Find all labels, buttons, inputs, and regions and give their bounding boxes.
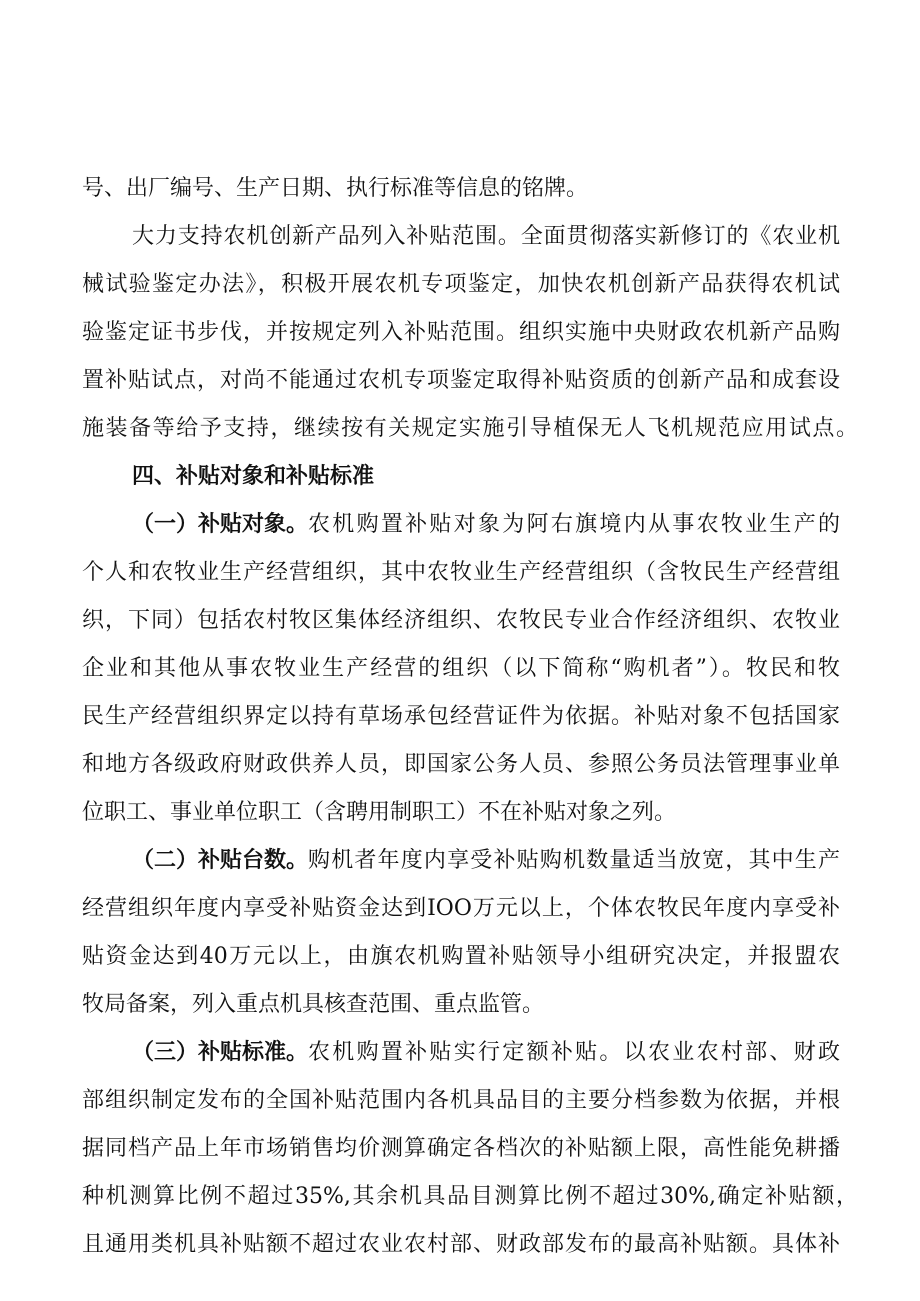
paragraph-line <box>82 889 840 929</box>
text-line: 牧局备案，列入重点机具核查范围、重点监管。 <box>82 992 545 1017</box>
paragraph-line <box>132 505 840 545</box>
paragraph-line <box>82 649 840 689</box>
paragraph-line <box>132 217 840 257</box>
paragraph-line <box>82 1081 840 1121</box>
paragraph-line <box>82 745 840 785</box>
text-line: 位职工、事业单位职工（含聘用制职工）不在补贴对象之列。 <box>82 800 677 825</box>
text-line: 和地方各级政府财政供养人员，即国家公务人员、参照公务员法管理事业单 <box>82 752 840 777</box>
text-line: 农机购置补贴对象为阿右旗境内从事农牧业生产的 <box>308 512 840 537</box>
text-line: 个人和农牧业生产经营组织，其中农牧业生产经营组织（含牧民生产经营组 <box>82 560 840 585</box>
text-line: 置补贴试点，对尚不能通过农机专项鉴定取得补贴资质的创新产品和成套设 <box>82 368 840 393</box>
paragraph-line <box>82 601 840 641</box>
text-line: 验鉴定证书步伐，并按规定列入补贴范围。组织实施中央财政农机新产品购 <box>82 320 840 345</box>
text-line: 织，下同）包括农村牧区集体经济组织、农牧民专业合作经济组织、农牧业 <box>82 608 840 633</box>
text-line: 部组织制定发布的全国补贴范围内各机具品目的主要分档参数为依据，并根 <box>82 1088 840 1113</box>
text-line: 施装备等给予支持，继续按有关规定实施引导植保无人飞机规范应用试点。 <box>82 416 858 441</box>
paragraph-line <box>82 697 840 737</box>
paragraph-line <box>82 985 642 1025</box>
paragraph-line <box>82 1177 858 1217</box>
paragraph-line <box>82 265 840 305</box>
paragraph-line <box>82 409 858 449</box>
text-line: 械试验鉴定办法》，积极开展农机专项鉴定，加快农机创新产品获得农机试 <box>82 272 840 297</box>
text-line: 农机购置补贴实行定额补贴。以农业农村部、财政 <box>308 1040 840 1065</box>
text-line: 号、出厂编号、生产日期、执行标准等信息的铭牌。 <box>82 176 589 201</box>
text-line: 种机测算比例不超过35%,其余机具品目测算比例不超过30%,确定补贴额， <box>82 1184 858 1209</box>
subsection-lead: （二）补贴台数。 <box>132 848 309 873</box>
paragraph-line <box>82 937 840 977</box>
paragraph-line <box>132 841 840 881</box>
section-heading <box>132 457 432 497</box>
paragraph-line <box>82 169 642 209</box>
text-line: 经营组织年度内享受补贴资金达到IOO万元以上，个体农牧民年度内享受补 <box>82 896 840 921</box>
subsection-lead: （三）补贴标准。 <box>132 1040 309 1065</box>
paragraph-line <box>82 553 840 593</box>
text-line: 购机者年度内享受补贴购机数量适当放宽，其中生产 <box>308 848 840 873</box>
text-line: 企业和其他从事农牧业生产经营的组织（以下简称“购机者”）。牧民和牧 <box>82 656 840 681</box>
paragraph-line <box>82 361 840 401</box>
text-line: 且通用类机具补贴额不超过农业农村部、财政部发布的最高补贴额。具体补 <box>82 1232 840 1257</box>
subsection-lead: （一）补贴对象。 <box>132 512 309 537</box>
paragraph-line <box>82 793 782 833</box>
text-line: 据同档产品上年市场销售均价测算确定各档次的补贴额上限，高性能免耕播 <box>82 1136 840 1161</box>
paragraph-line <box>82 1129 840 1169</box>
paragraph-line <box>82 313 840 353</box>
text-line: 贴资金达到40万元以上，由旗农机购置补贴领导小组研究决定，并报盟农 <box>82 944 840 969</box>
section-heading-text: 四、补贴对象和补贴标准 <box>132 464 375 489</box>
text-line: 民生产经营组织界定以持有草场承包经营证件为依据。补贴对象不包括国家 <box>82 704 840 729</box>
paragraph-line <box>82 1225 840 1265</box>
paragraph-line <box>132 1033 840 1073</box>
text-line: 大力支持农机创新产品列入补贴范围。全面贯彻落实新修订的《农业机 <box>132 224 840 249</box>
